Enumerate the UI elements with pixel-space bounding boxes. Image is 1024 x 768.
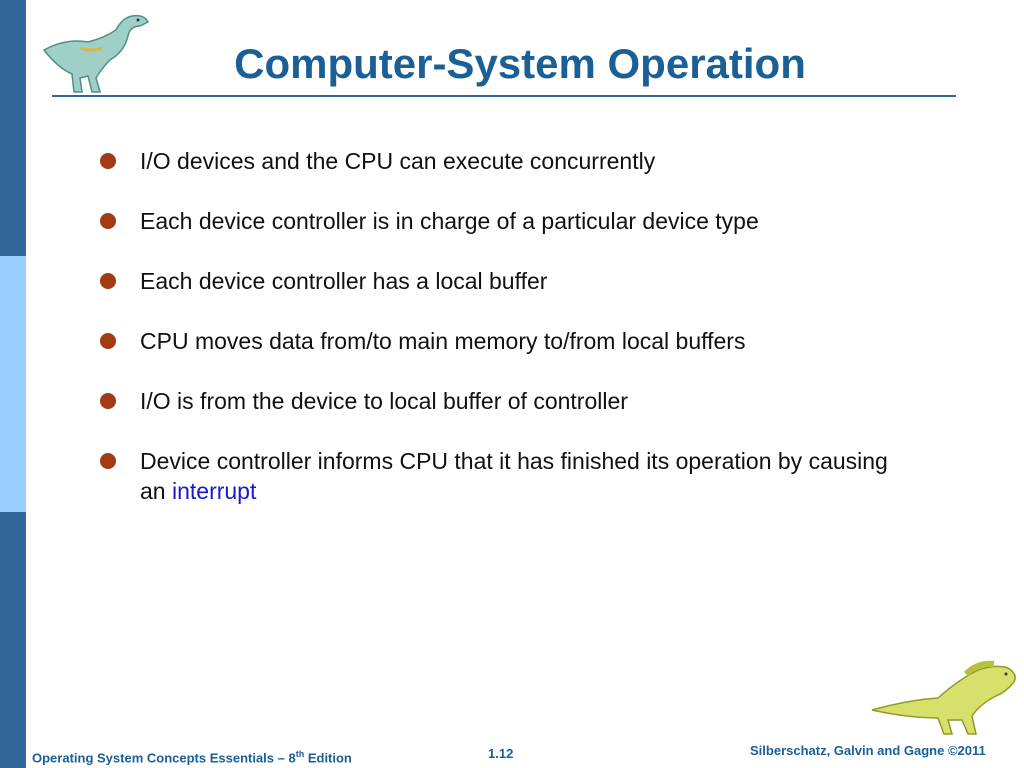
title-divider: [52, 95, 956, 97]
bullet-list: [98, 146, 898, 536]
bullet-text: I/O devices and the CPU can execute concurrently: [140, 148, 656, 174]
dinosaur-icon: [36, 8, 158, 96]
bullet-item: [98, 206, 898, 236]
bullet-item: [98, 266, 898, 296]
bullet-dot-icon: [100, 153, 116, 169]
bullet-dot-icon: [100, 213, 116, 229]
bullet-dot-icon: [100, 333, 116, 349]
slide-title: Computer-System Operation: [234, 40, 806, 87]
bullet-item: [98, 446, 898, 506]
sidebar-light-segment: [0, 256, 26, 512]
dinosaur-icon: [868, 660, 1020, 740]
bullet-dot-icon: [100, 453, 116, 469]
bullet-text: Each device controller has a local buffer: [140, 268, 548, 294]
page-number: 1.12: [488, 746, 514, 761]
bullet-text: I/O is from the device to local buffer of controller: [140, 388, 628, 414]
bullet-text: Device controller informs CPU that it has finished its operation by causing an: [140, 448, 888, 504]
bullet-dot-icon: [100, 393, 116, 409]
interrupt-term: interrupt: [171, 478, 257, 504]
footer-book-title: [32, 745, 352, 767]
bullet-text: Each device controller is in charge of a particular device type: [140, 208, 759, 234]
footer-book-sup: th: [295, 749, 305, 759]
bullet-text: CPU moves data from/to main memory to/from local buffers: [140, 328, 746, 354]
footer-book-suffix: Edition: [304, 750, 352, 766]
bullet-dot-icon: [100, 273, 116, 289]
footer-copyright: Silberschatz, Galvin and Gagne ©2011: [750, 743, 986, 758]
bullet-item: [98, 146, 898, 176]
footer-book-prefix: Operating System Concepts Essentials – 8: [32, 750, 296, 766]
bullet-item: [98, 386, 898, 416]
bullet-item: [98, 326, 898, 356]
left-sidebar-band: [0, 0, 26, 768]
